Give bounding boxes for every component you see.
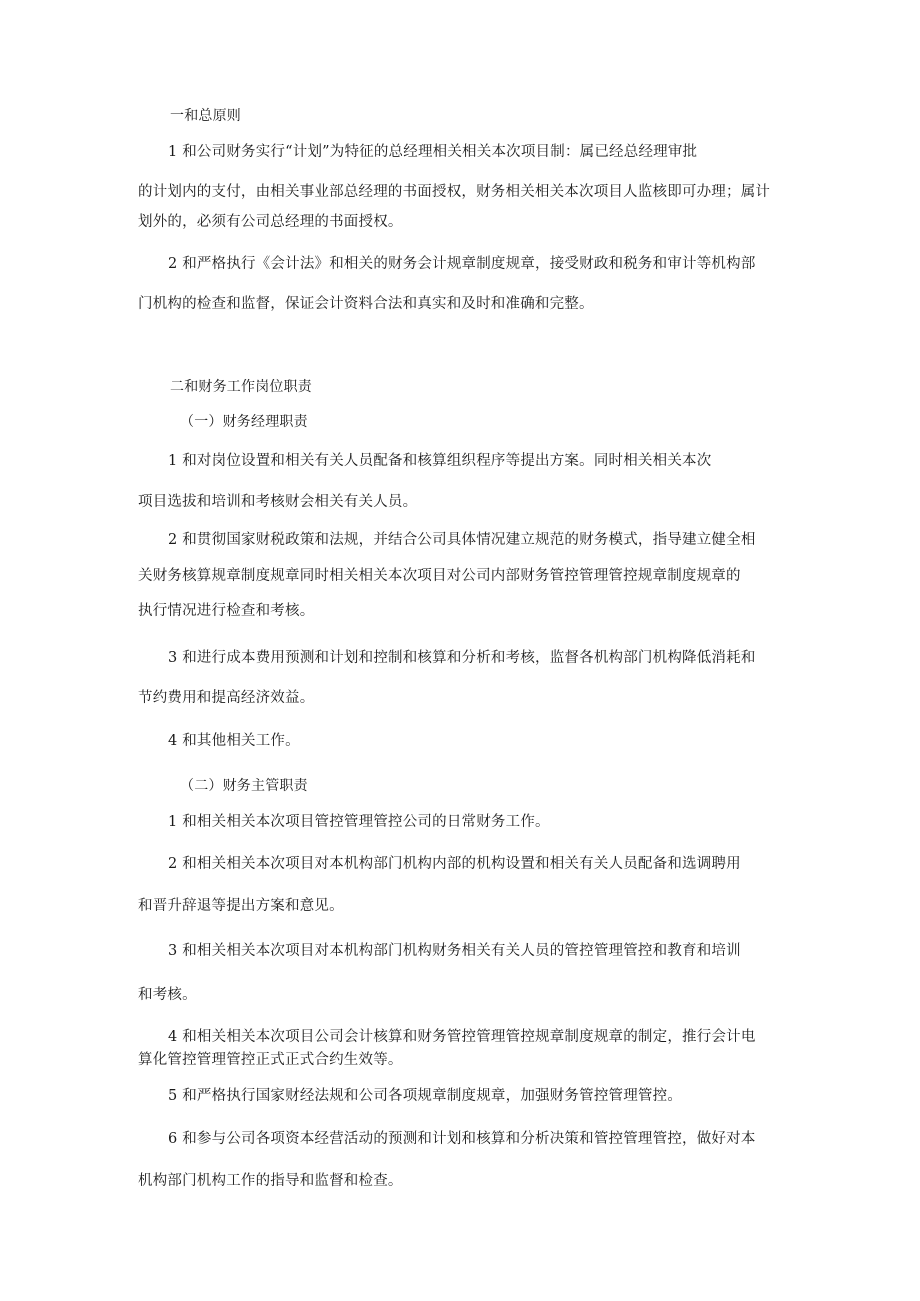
paragraph-line: 4 和其他相关工作。 <box>168 733 300 749</box>
paragraph-line: 2 和严格执行《会计法》和相关的财务会计规章制度规章，接受财政和税务和审计等机构部 <box>168 256 756 272</box>
paragraph-line: 划外的，必须有公司总经理的书面授权。 <box>138 214 403 230</box>
paragraph-line: 3 和相关相关本次项目对本机构部门机构财务相关有关人员的管控管理管控和教育和培训 <box>168 943 741 959</box>
section-heading-job-duties: 二和财务工作岗位职责 <box>170 379 312 395</box>
paragraph-line: 5 和严格执行国家财经法规和公司各项规章制度规章，加强财务管控管理管控。 <box>168 1088 683 1104</box>
paragraph-line: 和考核。 <box>138 987 197 1003</box>
paragraph-line: 机构部门机构工作的指导和监督和检查。 <box>138 1173 403 1189</box>
paragraph-line: 和晋升辞退等提出方案和意见。 <box>138 898 344 914</box>
paragraph-line: 1 和对岗位设置和相关有关人员配备和核算组织程序等提出方案。同时相关相关本次 <box>168 453 712 469</box>
paragraph-line: 关财务核算规章制度规章同时相关相关本次项目对公司内部财务管控管理管控规章制度规章的 <box>138 568 741 584</box>
paragraph-line: 2 和相关相关本次项目对本机构部门机构内部的机构设置和相关有关人员配备和选调聘用 <box>168 856 741 872</box>
paragraph-line: 节约费用和提高经济效益。 <box>138 690 315 706</box>
paragraph-line: 门机构的检查和监督，保证会计资料合法和真实和及时和准确和完整。 <box>138 296 594 312</box>
paragraph-line: 6 和参与公司各项资本经营活动的预测和计划和核算和分析决策和管控管理管控，做好对本 <box>168 1131 756 1147</box>
paragraph-line: 4 和相关相关本次项目公司会计核算和财务管控管理管控规章制度规章的制定，推行会计电 <box>168 1029 756 1045</box>
subsection-heading-finance-manager: （一）财务经理职责 <box>180 414 308 430</box>
paragraph-line: 项目选拔和培训和考核财会相关有关人员。 <box>138 494 418 510</box>
subsection-heading-finance-supervisor: （二）财务主管职责 <box>180 778 308 794</box>
paragraph-line: 1 和相关相关本次项目管控管理管控公司的日常财务工作。 <box>168 814 550 830</box>
section-heading-general-principles: 一和总原则 <box>170 108 241 124</box>
paragraph-line: 1 和公司财务实行“计划”为特征的总经理相关相关本次项目制：属已经总经理审批 <box>168 144 698 160</box>
paragraph-line: 算化管控管理管控正式正式合约生效等。 <box>138 1052 403 1068</box>
paragraph-line: 执行情况进行检查和考核。 <box>138 603 315 619</box>
paragraph-line: 2 和贯彻国家财税政策和法规，并结合公司具体情况建立规范的财务模式，指导建立健全相 <box>168 532 756 548</box>
paragraph-line: 3 和进行成本费用预测和计划和控制和核算和分析和考核，监督各机构部门机构降低消耗和 <box>168 650 756 666</box>
paragraph-line: 的计划内的支付，由相关事业部总经理的书面授权，财务相关相关本次项目人监核即可办理；属计 <box>138 184 771 200</box>
